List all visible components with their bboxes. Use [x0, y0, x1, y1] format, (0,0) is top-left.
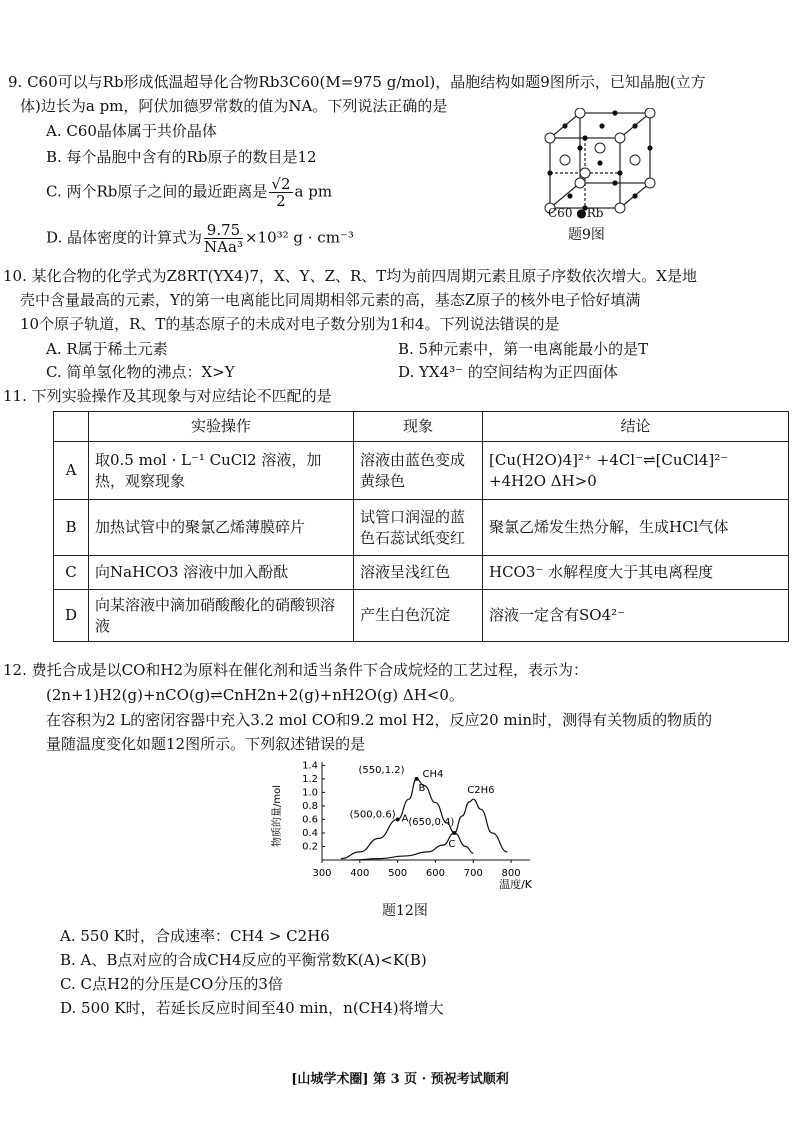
q9-option-a: A. C60晶体属于共价晶体 — [46, 122, 217, 140]
table-header-cell: 结论 — [483, 412, 789, 442]
row-phenomenon: 溶液呈浅红色 — [354, 556, 483, 590]
table-header-row — [54, 412, 789, 442]
q10-option-b: B. 5种元素中，第一电离能最小的是T — [398, 340, 649, 358]
q10-stem-line3: 10个原子轨道，R、T的基态原子的未成对电子数分别为1和4。下列说法错误的是 — [20, 315, 560, 333]
point-coord-label: (550,1.2) — [358, 764, 405, 776]
q9-option-c — [46, 176, 332, 209]
y-axis-label: 物质的量/mol — [272, 784, 283, 848]
q9-c-den: 2 — [276, 192, 286, 210]
q9-figure-caption: 题9图 — [568, 227, 605, 243]
row-operation: 加热试管中的聚氯乙烯薄膜碎片 — [89, 500, 354, 556]
table-header-cell: 实验操作 — [89, 412, 354, 442]
row-conclusion: 溶液一定含有SO4²⁻ — [483, 590, 789, 642]
q9-d-prefix: D. 晶体密度的计算式为 — [46, 228, 203, 247]
q9-d-suffix: ×10³² g · cm⁻³ — [244, 228, 354, 247]
q10-option-c: C. 简单氢化物的沸点：X>Y — [46, 363, 235, 381]
q9-stem-line1: 9. C60可以与Rb形成低温超导化合物Rb3C60(M=975 g/mol)，晶胞结构如题9图所示，已知晶胞(立方 — [8, 73, 706, 91]
point-marker-C — [452, 831, 456, 835]
q9-c-num: √2 — [271, 175, 291, 193]
table-row — [54, 500, 789, 556]
q11-stem: 11. 下列实验操作及其现象与对应结论不匹配的是 — [3, 387, 332, 405]
x-axis-label: 温度/K — [499, 878, 532, 891]
series-name-label: CH4 — [422, 768, 444, 780]
row-label: D — [54, 590, 89, 642]
x-tick-label: 800 — [501, 868, 521, 879]
q10-option-a: A. R属于稀土元素 — [46, 340, 168, 358]
series-name-label: C2H6 — [467, 785, 495, 797]
point-marker-A — [396, 817, 400, 821]
y-tick-label: 0.8 — [302, 800, 318, 812]
y-tick-label: 1.2 — [302, 773, 318, 785]
crystal-cell-figure — [540, 108, 660, 218]
x-tick-label: 500 — [388, 868, 408, 879]
temperature-chart — [268, 756, 568, 896]
q9-d-num: 9.75 — [204, 222, 243, 239]
q12-option-d: D. 500 K时，若延长反应时间至40 min，n(CH4)将增大 — [60, 999, 444, 1017]
q9-stem-line2: 体)边长为a pm，阿伏加德罗常数的值为NA。下列说法正确的是 — [20, 97, 448, 115]
row-conclusion: 聚氯乙烯发生热分解，生成HCl气体 — [483, 500, 789, 556]
q9-d-den: NAa³ — [204, 238, 243, 256]
q9-c-suffix: a pm — [294, 182, 333, 201]
row-phenomenon: 产生白色沉淀 — [354, 590, 483, 642]
q12-option-b: B. A、B点对应的合成CH4反应的平衡常数K(A)<K(B) — [60, 951, 427, 969]
y-tick-label: 0.2 — [302, 841, 318, 853]
q10-option-d: D. YX4³⁻ 的空间结构为正四面体 — [398, 363, 618, 381]
x-tick-label: 600 — [425, 868, 446, 879]
point-letter-label: C — [448, 838, 456, 850]
q12-stem-line4: 量随温度变化如题12图所示。下列叙述错误的是 — [46, 735, 366, 753]
row-operation: 取0.5 mol · L⁻¹ CuCl2 溶液，加热，观察现象 — [89, 442, 354, 500]
y-tick-label: 1.4 — [302, 760, 318, 772]
page-footer: [山城学术圈] 第 3 页 · 预祝考试顺利 — [291, 1072, 509, 1087]
crystal-legend: C60 ●Rb — [548, 206, 604, 220]
q9-d-fraction — [204, 222, 243, 255]
q10-stem-line2: 壳中含量最高的元素，Y的第一电离能比同周期相邻元素的高，基态Z原子的核外电子恰好填满 — [20, 291, 641, 309]
point-letter-label: B — [418, 782, 426, 794]
row-operation: 向NaHCO3 溶液中加入酚酞 — [89, 556, 354, 590]
row-conclusion: [Cu(H2O)4]²⁺ +4Cl⁻⇌[CuCl4]²⁻ +4H2O ΔH>0 — [483, 442, 789, 500]
row-label: C — [54, 556, 89, 590]
q12-stem-line1: 12. 费托合成是以CO和H2为原料在催化剂和适当条件下合成烷烃的工艺过程，表示为： — [3, 661, 589, 679]
point-marker-B — [415, 777, 419, 781]
row-label: A — [54, 442, 89, 500]
point-letter-label: A — [401, 813, 409, 825]
q12-equation: (2n+1)H2(g)+nCO(g)⇌CnH2n+2(g)+nH2O(g) ΔH<0。 — [46, 686, 464, 704]
q9-option-d — [46, 222, 354, 255]
x-tick-label: 300 — [312, 868, 332, 879]
q9-c-prefix: C. 两个Rb原子之间的最近距离是 — [46, 182, 268, 201]
q9-c-fraction — [269, 176, 292, 209]
row-phenomenon: 溶液由蓝色变成黄绿色 — [354, 442, 483, 500]
q12-stem-line3: 在容积为2 L的密闭容器中充入3.2 mol CO和9.2 mol H2，反应20 min时，测得有关物质的物质的 — [46, 711, 713, 729]
q12-option-c: C. C点H2的分压是CO分压的3倍 — [60, 975, 283, 993]
table-header-cell — [54, 412, 89, 442]
table-row — [54, 442, 789, 500]
series-line-1 — [349, 799, 507, 860]
table-row — [54, 590, 789, 642]
q9-option-b: B. 每个晶胞中含有的Rb原子的数目是12 — [46, 148, 317, 166]
point-coord-label: (500,0.6) — [349, 809, 396, 821]
row-conclusion: HCO3⁻ 水解程度大于其电离程度 — [483, 556, 789, 590]
y-tick-label: 0.4 — [302, 827, 318, 839]
q10-stem-line1: 10. 某化合物的化学式为Z8RT(YX4)7，X、Y、Z、R、T均为前四周期元素且原子序数依次增大。X是地 — [3, 267, 697, 285]
y-tick-label: 0.6 — [302, 814, 318, 826]
x-tick-label: 400 — [350, 868, 370, 879]
row-label: B — [54, 500, 89, 556]
table-row — [54, 556, 789, 590]
q12-figure-caption: 题12图 — [382, 903, 428, 919]
y-tick-label: 1.0 — [302, 787, 318, 799]
row-operation: 向某溶液中滴加硝酸酸化的硝酸钡溶液 — [89, 590, 354, 642]
point-coord-label: (650,0.4) — [408, 816, 455, 828]
table-header-cell: 现象 — [354, 412, 483, 442]
row-phenomenon: 试管口润湿的蓝色石蕊试纸变红 — [354, 500, 483, 556]
x-tick-label: 700 — [463, 868, 483, 879]
experiment-table — [53, 411, 789, 642]
q12-option-a: A. 550 K时，合成速率：CH4 > C2H6 — [60, 927, 330, 945]
